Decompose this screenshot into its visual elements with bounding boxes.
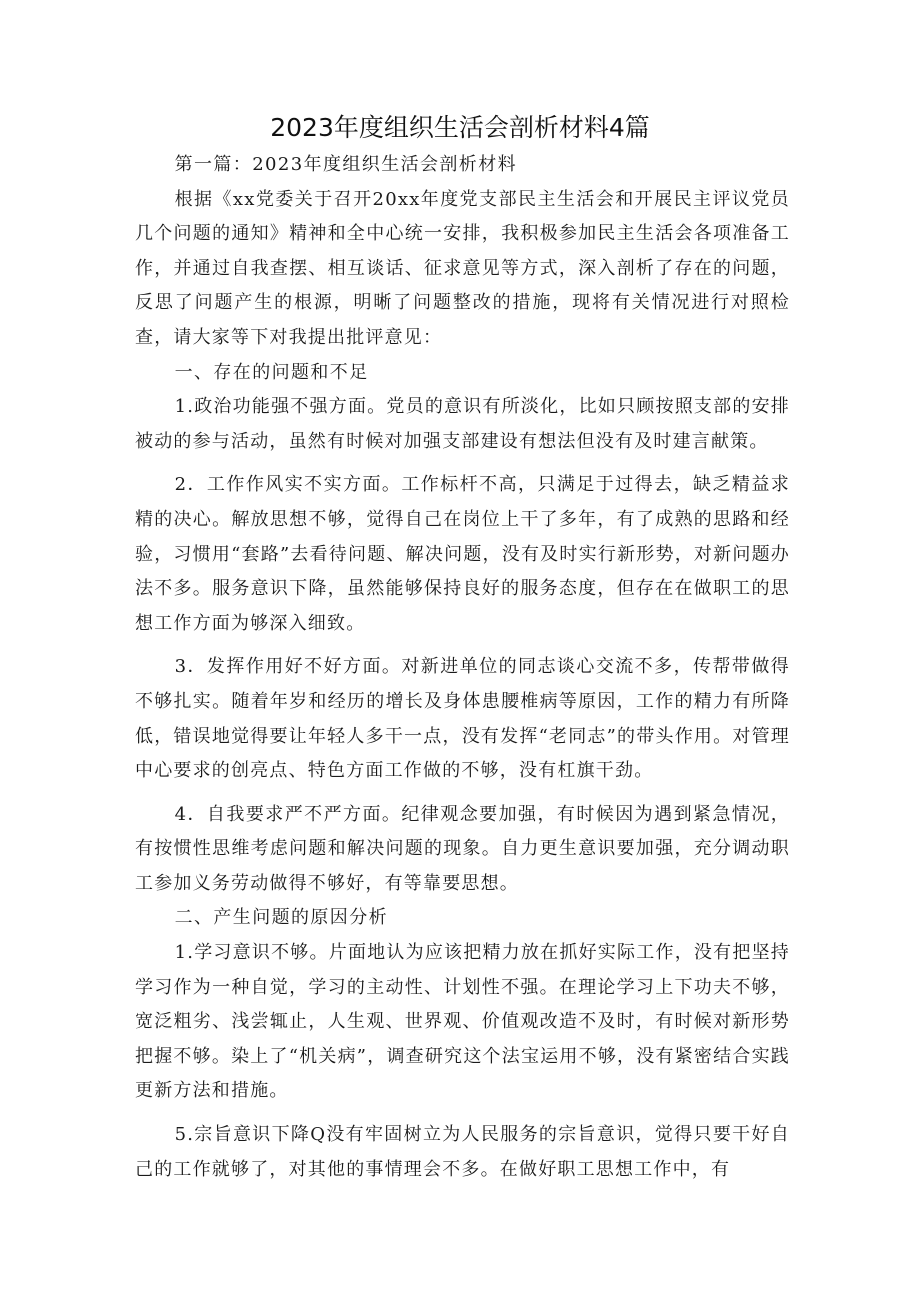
paragraph-item-3: 3．发挥作用好不好方面。对新进单位的同志谈心交流不多，传帮带做得不够扎实。随着年岁和经历的增长及身体患腰椎病等原因，工作的精力有所降低，错误地觉得要让年轻人多干一点，没有发挥“老同志”的带头作用。对管理中心要求的创亮点、特色方面工作做的不够，没有杠旗干劲。 [135, 656, 790, 782]
paragraph-item-2: 2．工作作风实不实方面。工作标杆不高，只满足于过得去，缺乏精益求精的决心。解放思想不够，觉得自己在岗位上干了多年，有了成熟的思路和经验，习惯用“套路”去看待问题、解决问题，没有及时实行新形势，对新问题办法不多。服务意识下降，虽然能够保持良好的服务态度，但存在在做职工的思想工作方面为够深入细致。 [135, 474, 790, 634]
subtitle: 第一篇：2023年度组织生活会剖析材料 [174, 154, 518, 175]
section-heading-problems: 一、存在的问题和不足 [174, 361, 369, 383]
document-body [135, 148, 790, 1187]
paragraph-spacer [135, 789, 790, 798]
section-heading-causes: 二、产生问题的原因分析 [174, 907, 388, 929]
paragraph-item-4: 4．自我要求严不严方面。纪律观念要加强，有时候因为遇到紧急情况，有按惯性思维考虑问题和解决问题的现象。自力更生意识要加强，充分调动职工参加义务劳动做得不够好，有等靠要思想。 [135, 803, 790, 894]
paragraph-cause-1: 1.学习意识不够。片面地认为应该把精力放在抓好实际工作，没有把坚持学习作为一种自觉，学习的主动性、计划性不强。在理论学习上下功夫不够，宽泛粗劣、浅尝辄止，人生观、世界观、价值观改造不及时，有时候对新形势把握不够。染上了“机关病”，调查研究这个法宝运用不够，没有紧密结合实践更新方法和措施。 [135, 942, 790, 1102]
paragraph-spacer [135, 459, 790, 468]
paragraph-intro: 根据《xx党委关于召开20xx年度党支部民主生活会和开展民主评议党员几个问题的通知》精神和全中心统一安排，我积极参加民主生活会各项准备工作，并通过自我查摆、相互谈话、征求意见等方式，深入剖析了存在的问题，反思了问题产生的根源，明晰了问题整改的措施，现将有关情况进行对照检查，请大家等下对我提出批评意见： [135, 188, 790, 348]
document-title: 2023年度组织生活会剖析材料4篇 [270, 113, 650, 142]
paragraph-item-1: 1.政治功能强不强方面。党员的意识有所淡化，比如只顾按照支部的安排被动的参与活动，虽然有时候对加强支部建设有想法但没有及时建言献策。 [135, 396, 790, 452]
paragraph-spacer [135, 641, 790, 650]
paragraph-cause-5: 5.宗旨意识下降Q没有牢固树立为人民服务的宗旨意识，觉得只要干好自己的工作就够了，对其他的事情理会不多。在做好职工思想工作中，有 [135, 1124, 790, 1180]
paragraph-spacer [135, 1109, 790, 1118]
